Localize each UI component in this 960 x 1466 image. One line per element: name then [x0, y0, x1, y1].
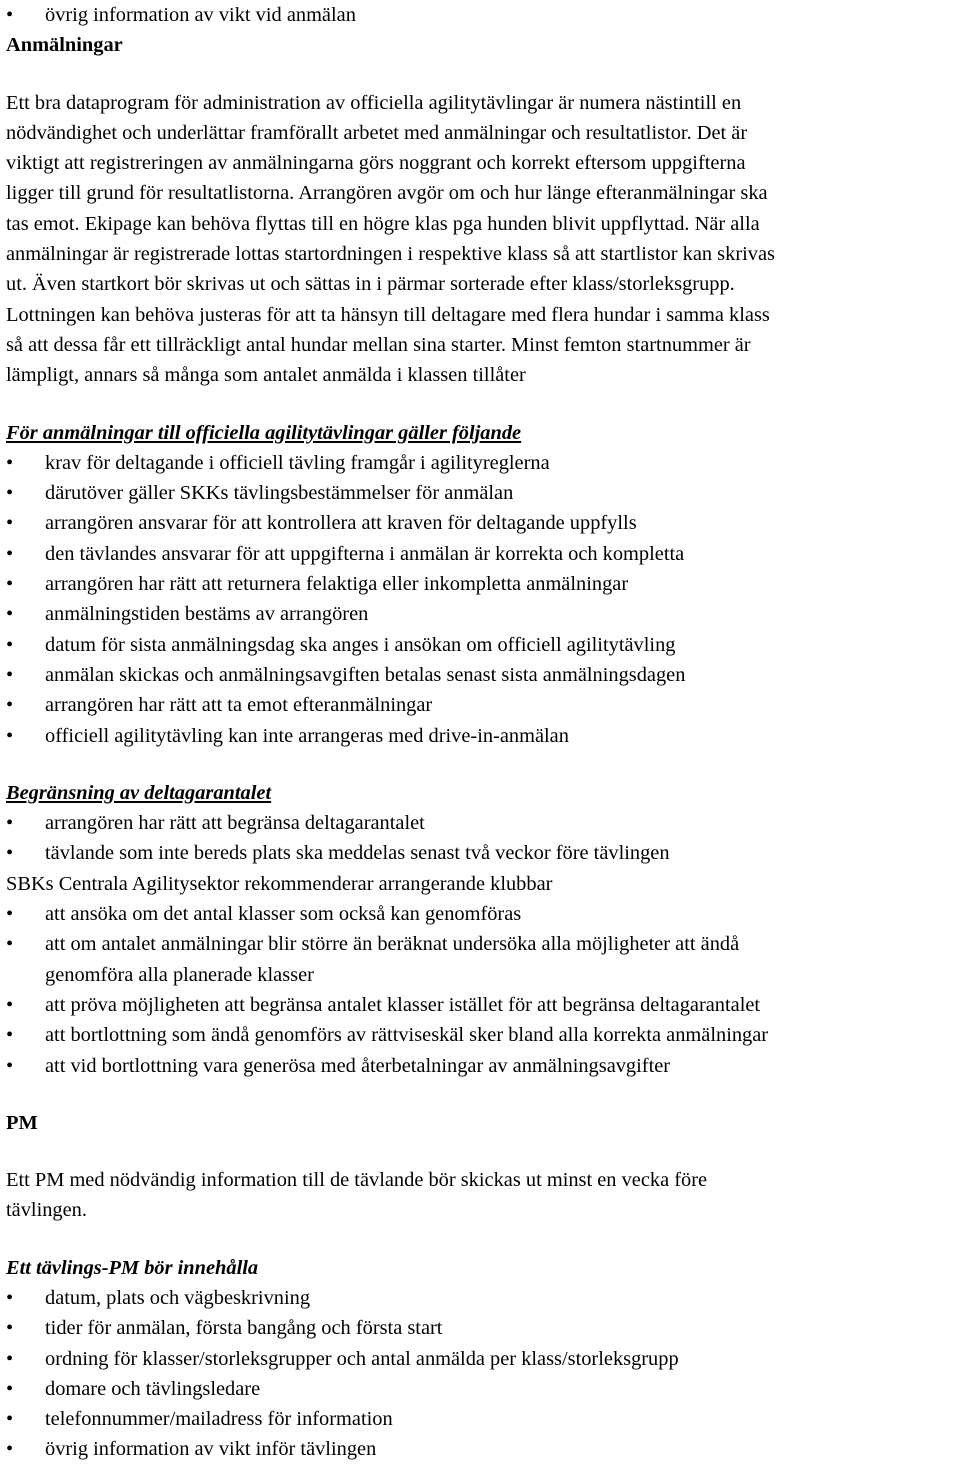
list-begransning: [6, 808, 956, 869]
document-page: [6, 0, 956, 1465]
paragraph-anmalningar: [6, 88, 956, 391]
list-item: • datum, plats och vägbeskrivning: [6, 1283, 956, 1313]
list-item: • anmälningstiden bestäms av arrangören: [6, 599, 956, 629]
section-heading-tavlings-pm: Ett tävlings-PM bör innehålla: [6, 1256, 259, 1279]
list-item: • telefonnummer/mailadress för information: [6, 1404, 956, 1434]
list-officiella: [6, 448, 956, 751]
paragraph-line: ligger till grund för resultatlistorna. Arrangören avgör om och hur länge efteranmälningar ska: [6, 182, 768, 205]
paragraph-line: viktigt att registreringen av anmälningarna görs noggrant och korrekt eftersom uppgifterna: [6, 152, 746, 175]
paragraph-pm: [6, 1165, 956, 1226]
list-item: • arrangören har rätt att returnera felaktiga eller inkompletta anmälningar: [6, 569, 956, 599]
paragraph-line: så att dessa får ett tillräckligt antal hundar mellan sina starter. Minst femton startnummer är: [6, 333, 751, 356]
section-heading-anmalningar: Anmälningar: [6, 34, 123, 57]
list-item: • anmälan skickas och anmälningsavgiften betalas senast sista anmälningsdagen: [6, 660, 956, 690]
paragraph-line: ut. Även startkort bör skrivas ut och sättas in i pärmar sorterade efter klass/storleksgrupp.: [6, 273, 735, 296]
recommendation-text: SBKs Centrala Agilitysektor rekommenderar arrangerande klubbar: [6, 872, 553, 895]
list-item: • den tävlandes ansvarar för att uppgifterna i anmälan är korrekta och kompletta: [6, 539, 956, 569]
paragraph-line: nödvändighet och underlättar framförallt arbetet med anmälningar och resultatlistor. Det är: [6, 121, 748, 144]
paragraph-line: Ett bra dataprogram för administration av officiella agilitytävlingar är numera nästintill en: [6, 91, 742, 114]
paragraph-line: anmälningar är registrerade lottas startordningen i respektive klass så att startlistor kan skrivas: [6, 243, 775, 266]
section-heading-pm: PM: [6, 1111, 38, 1134]
section-heading-begransning: Begränsning av deltagarantalet: [6, 781, 272, 804]
list-item: • att om antalet anmälningar blir större än beräknat undersöka alla möjligheter att ändå: [6, 929, 956, 959]
list-item: • officiell agilitytävling kan inte arrangeras med drive-in-anmälan: [6, 721, 956, 751]
list-item: • ordning för klasser/storleksgrupper och antal anmälda per klass/storleksgrupp: [6, 1344, 956, 1374]
list-item-continuation: genomföra alla planerade klasser: [45, 963, 314, 986]
list-item: • arrangören har rätt att ta emot efteranmälningar: [6, 690, 956, 720]
list-item: • krav för deltagande i officiell tävling framgår i agilityreglerna: [6, 448, 956, 478]
section-heading-officiella: För anmälningar till officiella agilitytävlingar gäller följande: [6, 421, 522, 444]
list-item: • övrig information av vikt vid anmälan: [6, 0, 956, 30]
list-item: • att ansöka om det antal klasser som också kan genomföras: [6, 899, 956, 929]
paragraph-line: tas emot. Ekipage kan behöva flyttas till en högre klas pga hunden blivit uppflyttad. När alla: [6, 212, 760, 235]
paragraph-line: Lottningen kan behöva justeras för att ta hänsyn till deltagare med flera hundar i samma klass: [6, 303, 770, 326]
list-item: • datum för sista anmälningsdag ska anges i ansökan om officiell agilitytävling: [6, 630, 956, 660]
list-tavlings-pm: [6, 1283, 956, 1465]
list-item: • arrangören har rätt att begränsa deltagarantalet: [6, 808, 956, 838]
list-item: • tider för anmälan, första bangång och första start: [6, 1313, 956, 1343]
list-item: • tävlande som inte bereds plats ska meddelas senast två veckor före tävlingen: [6, 838, 956, 868]
list-item: • att vid bortlottning vara generösa med återbetalningar av anmälningsavgifter: [6, 1051, 956, 1081]
list-item: • domare och tävlingsledare: [6, 1374, 956, 1404]
list-item: • att bortlottning som ändå genomförs av rättviseskäl sker bland alla korrekta anmälningar: [6, 1020, 956, 1050]
list-recommendations: [6, 899, 956, 1081]
list-item: • därutöver gäller SKKs tävlingsbestämmelser för anmälan: [6, 478, 956, 508]
list-item: • att pröva möjligheten att begränsa antalet klasser istället för att begränsa deltagarantalet: [6, 990, 956, 1020]
list-item: • arrangören ansvarar för att kontrollera att kraven för deltagande uppfylls: [6, 508, 956, 538]
paragraph-line: lämpligt, annars så många som antalet anmälda i klassen tillåter: [6, 364, 526, 387]
list-item: • övrig information av vikt inför tävlingen: [6, 1434, 956, 1464]
paragraph-line: tävlingen.: [6, 1199, 87, 1222]
paragraph-line: Ett PM med nödvändig information till de tävlande bör skickas ut minst en vecka före: [6, 1169, 708, 1192]
